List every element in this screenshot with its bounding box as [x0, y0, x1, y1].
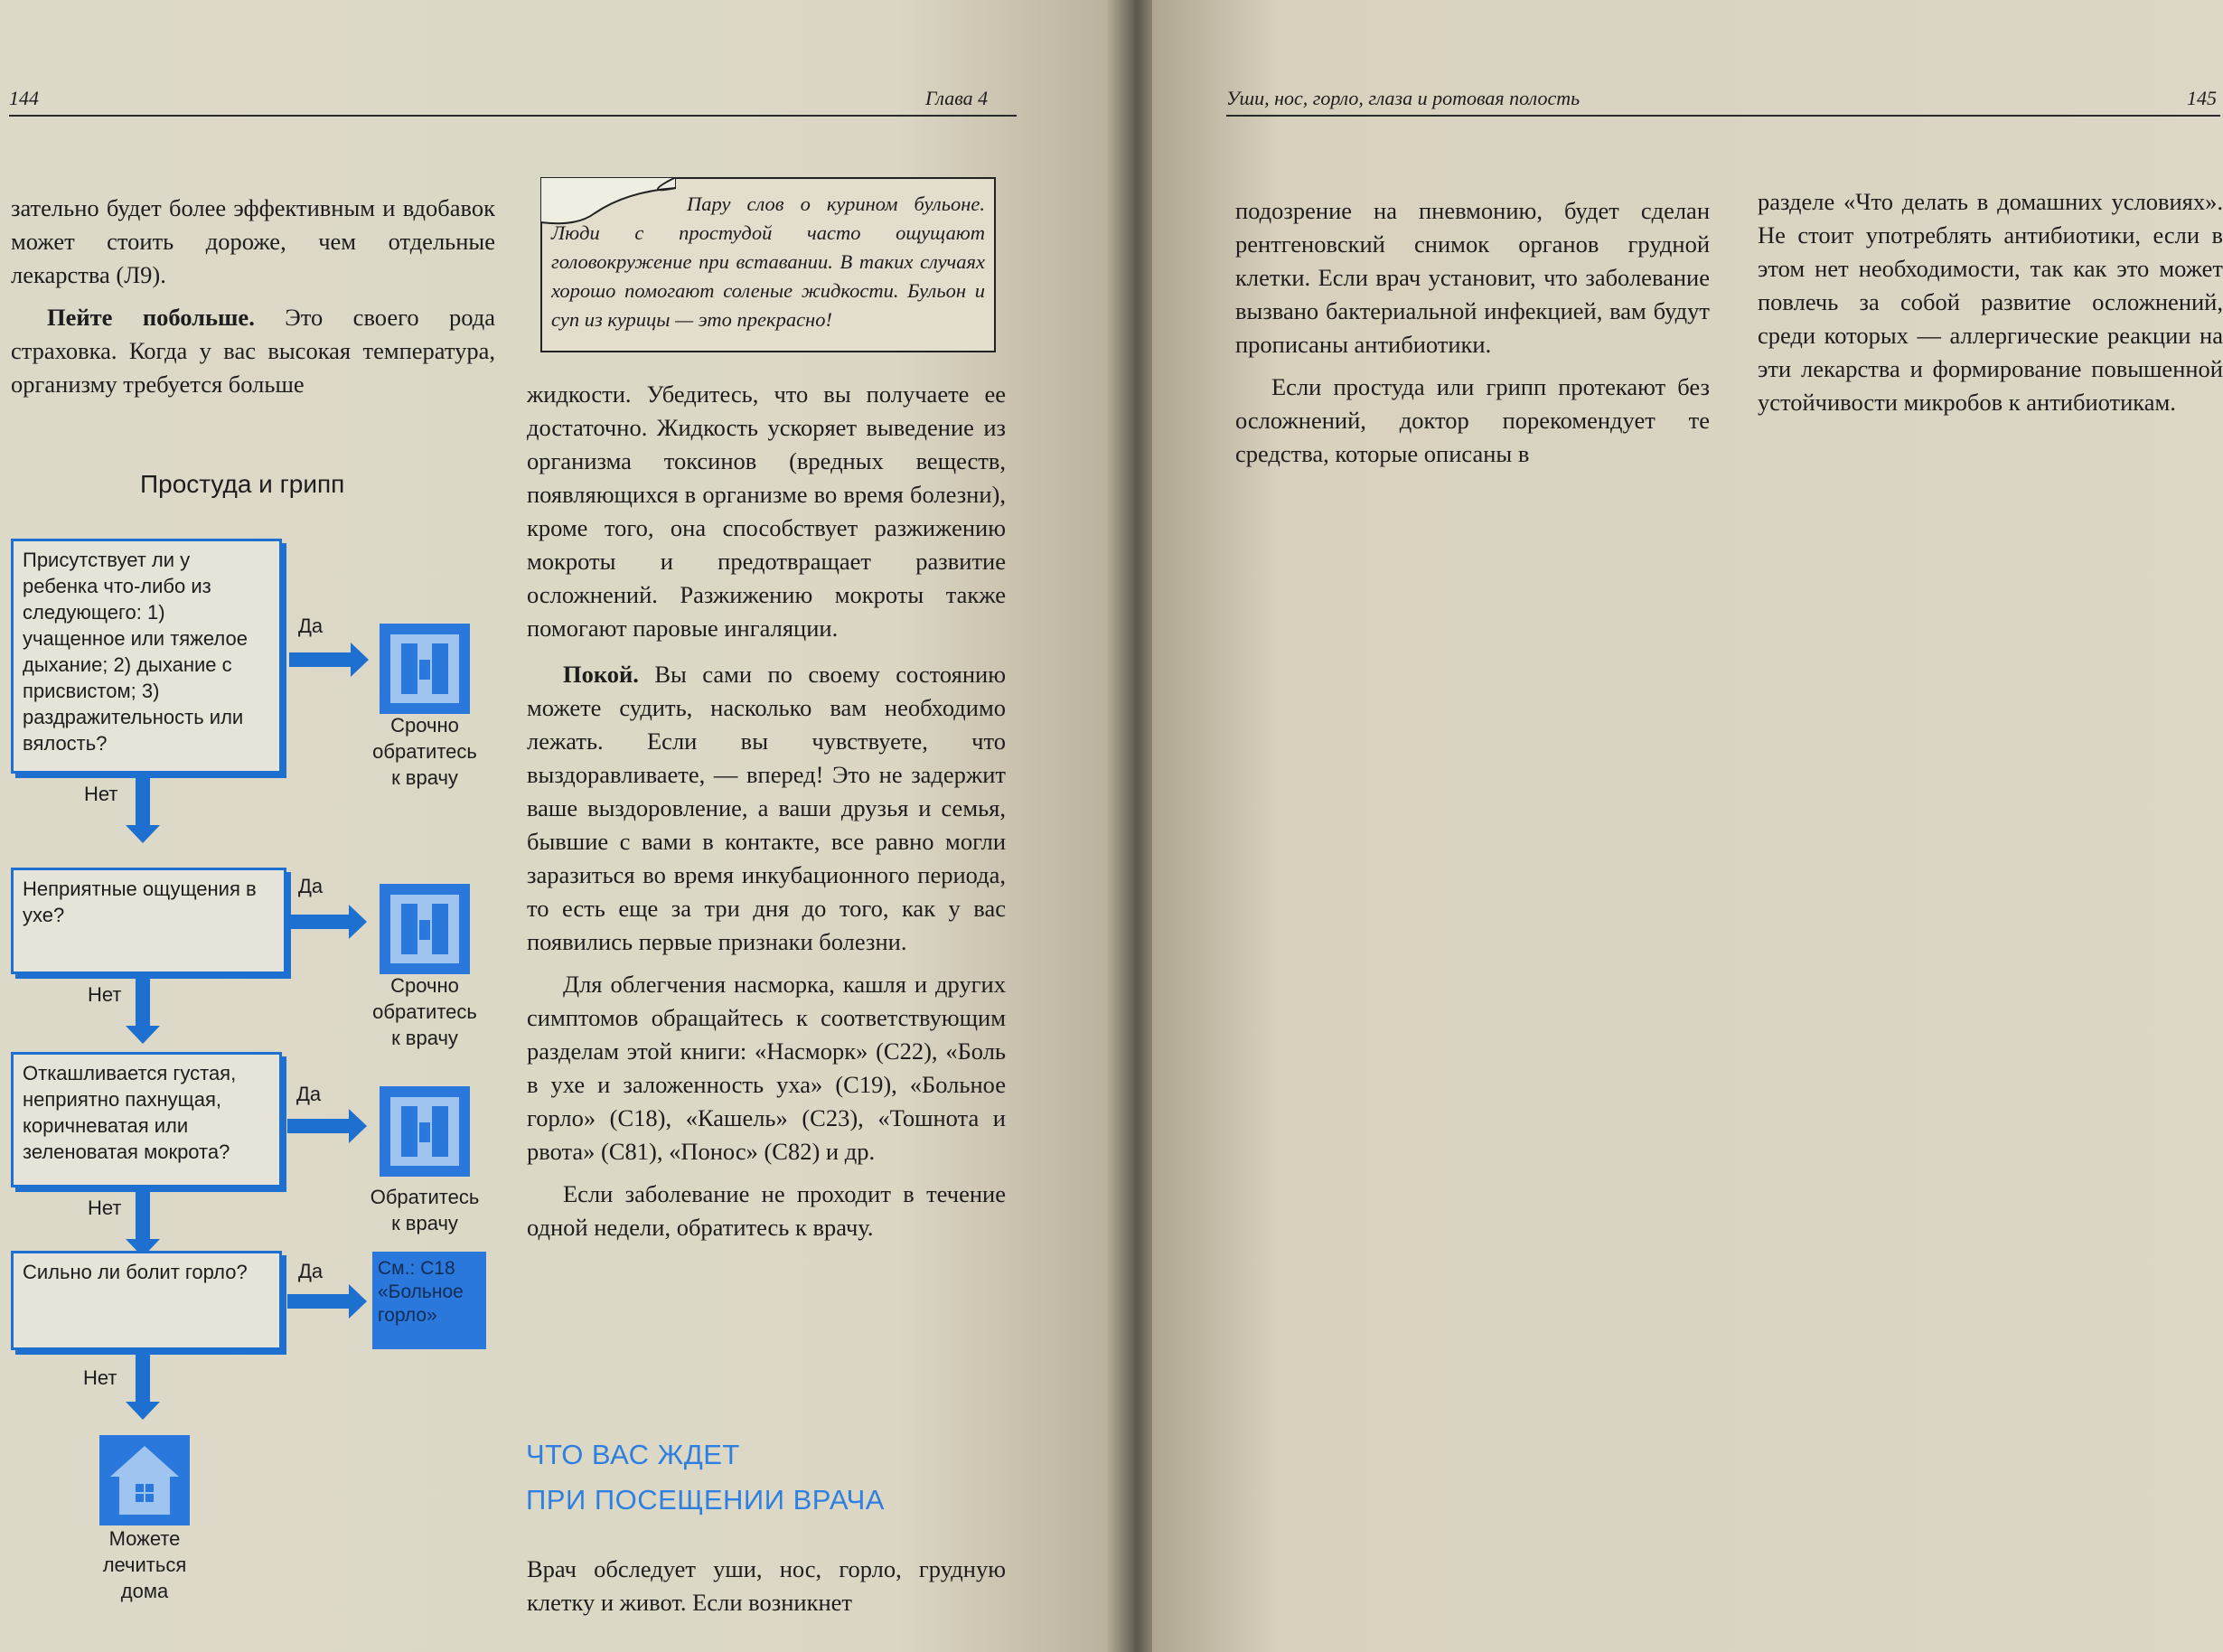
no-arrow-icon [136, 1191, 150, 1241]
no-arrow-icon [136, 978, 150, 1028]
yes-label: Да [298, 1260, 324, 1282]
action-home-treatment [72, 1525, 217, 1604]
doctor-icon [380, 884, 470, 974]
section-heading-line: ПРИ ПОСЕЩЕНИИ ВРАЧА [526, 1484, 885, 1516]
flowchart-title: Простуда и грипп [140, 470, 345, 498]
yes-arrow-icon [289, 652, 352, 667]
header-rule [1226, 115, 2220, 117]
ref-line: горло» [378, 1305, 437, 1326]
home-icon [99, 1435, 190, 1525]
yes-arrow-icon [287, 1119, 351, 1133]
paragraph: Если заболевание не проходит в течение одной недели, обратитесь к врачу. [527, 1180, 1006, 1241]
action-line: дома [120, 1580, 169, 1602]
paragraph: разделе «Что делать в домашних условиях». Не стоит употреблять антибиотики, если в этом нет необходимости, так как это может повлечь за собой развитие осложнений, среди которых — аллергические реакции на эти лекарства и формирование повышенной устойчивости микробов к антибиотикам. [1758, 188, 2223, 416]
action-line: Срочно [390, 974, 459, 997]
paragraph: Если простуда или грипп протекают без осложнений, доктор порекомендует те средства, которые описаны в [1235, 373, 1710, 467]
yes-arrow-icon [287, 1294, 351, 1309]
right-col2-text [1758, 185, 2223, 419]
doctor-icon [380, 624, 470, 714]
paragraph-lead: Покой. [563, 661, 639, 688]
flowchart-question-3: Откашливается густая, неприятно пахнущая, коричневатая или зеленоватая мокрота? [11, 1052, 282, 1187]
action-line: к врачу [391, 1027, 458, 1049]
section-heading [526, 1432, 885, 1523]
left-col1-text [11, 192, 495, 401]
no-label: Нет [83, 1366, 117, 1389]
paragraph: Врач обследует уши, нос, горло, грудную клетку и живот. Если возникнет [527, 1555, 1006, 1616]
flowchart-question-2: Неприятные ощущения в ухе? [11, 868, 286, 974]
left-col2-bottom-text [527, 1553, 1006, 1619]
yes-label: Да [298, 875, 324, 897]
page-number-right: 145 [2187, 87, 2217, 109]
action-doctor [352, 1184, 497, 1236]
paragraph: Покой. Вы сами по своему состоянию можете судить, насколько вам необходимо лежать. Если вы чувствуете, что выздоравливаете, — вперед! Это не задержит ваше выздоровление, а ваши друзья и семья, бывшие с вами в контакте, все равно могли заразиться во время инкубационного периода, то есть еще за три дня до того, как у вас появились первые признаки болезни. [527, 661, 1006, 955]
action-line: к врачу [391, 1212, 458, 1234]
header-rule [9, 115, 1017, 117]
paragraph: зательно будет более эффективным и вдобавок может стоить дороже, чем отдельные лекарства (Л9). [11, 194, 495, 288]
no-label: Нет [88, 983, 122, 1006]
right-page [1152, 0, 2223, 1652]
section-heading-line: ЧТО ВАС ЖДЕТ [526, 1439, 740, 1470]
ref-sore-throat [372, 1252, 486, 1349]
flowchart-question-1: Присутствует ли у ребенка что-либо из следующего: 1) учащенное или тяжелое дыхание; 2) дыхание с присвистом; 3) раздражительность или вялость? [11, 539, 282, 774]
action-urgent-doctor-2 [352, 972, 497, 1051]
action-line: обратитесь [372, 740, 477, 763]
no-label: Нет [84, 783, 118, 805]
paragraph: Пейте побольше. Это своего рода страховка. Когда у вас высокая температура, организму требуется больше [11, 304, 495, 398]
action-line: обратитесь [372, 1000, 477, 1023]
action-line: Обратитесь [370, 1186, 480, 1208]
ref-line: См.: С18 [378, 1258, 455, 1279]
action-line: Можете [108, 1527, 181, 1550]
running-head-left: Глава 4 [925, 87, 989, 109]
note-box [540, 177, 996, 352]
paragraph-lead: Пейте побольше. [47, 304, 255, 331]
action-urgent-doctor-1 [352, 712, 497, 791]
running-head-right: Уши, нос, горло, глаза и ротовая полость [1226, 87, 1580, 109]
doctor-icon [380, 1086, 470, 1177]
paragraph: жидкости. Убедитесь, что вы получаете ее достаточно. Жидкость ускоряет выведение из организма токсинов (вредных веществ, появляющихся в организме во время болезни), кроме того, она способствует разжижению мокроты и предотвращает развитие осложнений. Разжижению мокроты также помогают паровые ингаляции. [527, 380, 1006, 642]
ref-line: «Больное [378, 1281, 464, 1302]
note-text: Пару слов о курином бульоне. Люди с простудой часто ощущают головокружение при вставании. В таких случаях хорошо помогают соленые жидкости. Бульон и суп из курицы — это прекрасно! [551, 192, 985, 331]
page-number-left: 144 [9, 87, 39, 109]
action-line: лечиться [102, 1553, 187, 1576]
no-arrow-icon [136, 777, 150, 827]
paragraph: Для облегчения насморка, кашля и других симптомов обращайтесь к соответствующим разделам этой книги: «Насморк» (С22), «Боль в ухе и заложенность уха» (С19), «Больное горло» (С18), «Кашель» (С23), «Тошнота и рвота» (С81), «Понос» (С82) и др. [527, 971, 1006, 1165]
flowchart-question-4: Сильно ли болит горло? [11, 1251, 282, 1350]
action-line: Срочно [390, 714, 459, 737]
yes-label: Да [298, 615, 324, 637]
no-label: Нет [88, 1197, 122, 1219]
yes-label: Да [296, 1083, 322, 1105]
yes-arrow-icon [291, 915, 351, 929]
left-col2-text [527, 378, 1006, 1244]
paragraph: подозрение на пневмонию, будет сделан рентгеновский снимок органов грудной клетки. Если врач установит, что заболевание вызвано бактериальной инфекцией, вам будут прописаны антибиотики. [1235, 197, 1710, 358]
no-arrow-icon [136, 1354, 150, 1403]
action-line: к врачу [391, 766, 458, 789]
right-col1-text [1235, 194, 1710, 471]
